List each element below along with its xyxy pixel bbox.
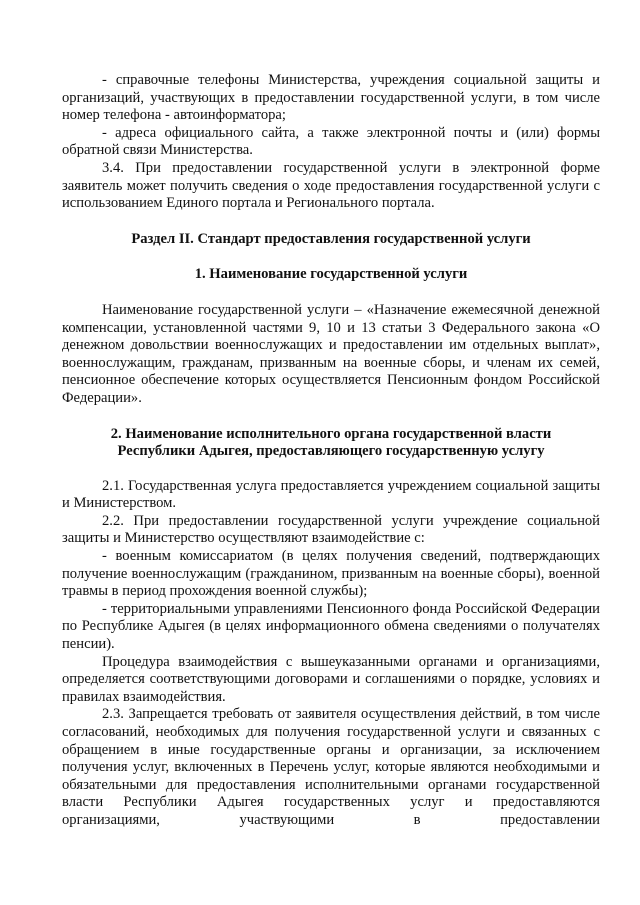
paragraph-reference-phones: - справочные телефоны Министерства, учреждения социальной защиты и организаций, участвующих в предоставлении государственной услуги, в том числе номер телефона - автоинформатора;	[62, 72, 600, 124]
paragraph-2-2: 2.2. При предоставлении государственной услуги учреждение социальной защиты и Министерство осуществляют взаимодействие с:	[62, 512, 600, 547]
paragraph-website-addresses: - адреса официального сайта, а также электронной почты и (или) формы обратной связи Министерства.	[62, 124, 600, 159]
subsection-1-title: 1. Наименование государственной услуги	[194, 266, 468, 283]
subsection-2-title-line2: Республики Адыгея, предоставляющего государственную услугу	[117, 443, 545, 460]
paragraph-2-3: 2.3. Запрещается требовать от заявителя осуществления действий, в том числе согласований, необходимых для получения государственной услуги и связанных с обращением в иные государственные органы и организации, за исключением получения услуг, включенных в Перечень услуг, которые являются необходимыми и обязательными для предоставления исполнительными органами государственной власти Республики Адыгея государственных услуг и предоставляются организациями, участвующими в предоставлении	[62, 706, 600, 828]
paragraph-pension-fund: - территориальными управлениями Пенсионного фонда Российской Федерации по Республике Адыгея (в целях информационного обмена сведениями о получателях пенсии).	[62, 600, 600, 653]
paragraph-military-commissariat: - военным комиссариатом (в целях получения сведений, подтверждающих получение военнослужащим (гражданином, призванным на военные сборы), военной травмы в период прохождения военной службы);	[62, 548, 600, 600]
paragraph-3-4: 3.4. При предоставлении государственной услуги в электронной форме заявитель может получить сведения о ходе предоставления государственной услуги с использованием Единого портала и Регионального портала.	[62, 159, 600, 212]
subsection-1-text: Наименование государственной услуги – «Назначение ежемесячной денежной компенсации, установленной частями 9, 10 и 13 статьи 3 Федерального закона «О денежном довольствии военнослужащих и предоставлении им отдельных выплат», военнослужащим, гражданам, призванным на военные сборы, и членам их семей, пенсионное обеспечение которых осуществляется Пенсионным фондом Российской Федерации».	[62, 301, 600, 406]
paragraph-interaction-procedure: Процедура взаимодействия с вышеуказанными органами и организациями, определяется соответствующими договорами и соглашениями о порядке, условиях и правилах взаимодействия.	[62, 653, 600, 705]
section-title: Раздел II. Стандарт предоставления государственной услуги	[131, 230, 531, 247]
subsection-2-title-line1: 2. Наименование исполнительного органа государственной власти	[110, 425, 552, 442]
paragraph-2-1: 2.1. Государственная услуга предоставляется учреждением социальной защиты и Министерством.	[62, 477, 600, 512]
document-page	[62, 72, 600, 830]
